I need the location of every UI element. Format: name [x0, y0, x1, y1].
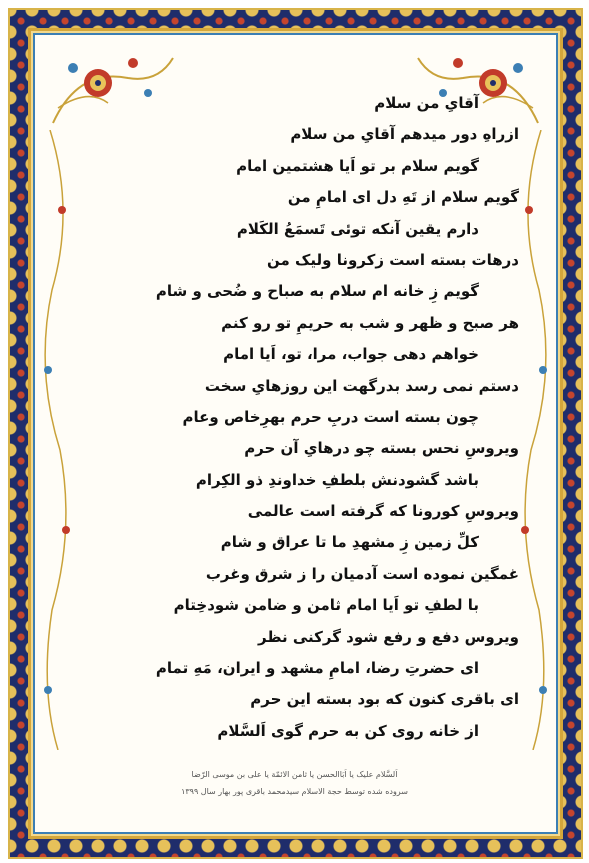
poem-line: گویم سلام بر تو اَیا هشتمین امام	[236, 156, 479, 175]
poem-line: ای باقری کنون که بود بسته این حرم	[250, 690, 519, 709]
footer-credit: سروده شده توسط حجة الاسلام سیدمحمد باقری پور بهار سال ۱۳۹۹	[181, 787, 408, 796]
poem-line: هر صبح و ظهر و شب به حریمِ تو رو کنم	[221, 313, 519, 332]
poem-line: ویروسِ نحس بسته چو درهایِ آن حرم	[244, 439, 519, 458]
poem-line: ازراهِ دور میدهم آقایِ من سلام	[290, 125, 519, 144]
footer	[60, 766, 529, 800]
poem-line: غمگین نموده است آدمیان را ز شرق وغرب	[205, 564, 519, 583]
poem-line: دارم یقین آنکه توئی تَسمَعُ الکَلام	[236, 219, 479, 238]
poem-line: خواهم دهی جواب، مرا، تو، اَیا امام	[223, 345, 479, 364]
poem-line: کلِّ زمین زِ مشهدِ ما تا عراق و شام	[220, 533, 479, 552]
poem-line: آقایِ من سلام	[374, 94, 479, 112]
poem-line: با لطفِ تو اَیا امام ثامن و ضامن شودخِتام	[173, 596, 479, 615]
poem-line: چون بسته است دربِ حرم بهرِخاص وعام	[182, 407, 479, 426]
footer-salutation: اَلسَّلام علیک یا اَبَاالحسن یا ثامن الائمّة یا علی بن موسی الرّضا	[191, 770, 398, 779]
poem-line: دستم نمی رسد بدرگهت این روزهایِ سخت	[204, 376, 519, 395]
poem-line: درهات بسته است زکرونا ولیک من	[267, 250, 519, 269]
poem-line: ویروسِ کورونا که گرفته است عالمی	[247, 502, 519, 521]
poem-body	[70, 88, 519, 747]
poem-line: باشد گشودنش بلطفِ خداوندِ ذو الکِرام	[195, 470, 479, 489]
poem-line: گویم سلام از تَهِ دل ای امامِ من	[287, 188, 519, 207]
poem-line: ای حضرتِ رضا، امامِ مشهد و ایران، مَهِ تمام	[155, 659, 479, 678]
poem-line: از خانه روی کن به حرم گوی اَلسَّلام	[217, 721, 479, 740]
poem-line: گویم زِ خانه ام سلام به صباح و ضُحی و شام	[155, 282, 479, 301]
poem-line: ویروس دفع و رفع شود گرکنی نظر	[258, 627, 519, 646]
